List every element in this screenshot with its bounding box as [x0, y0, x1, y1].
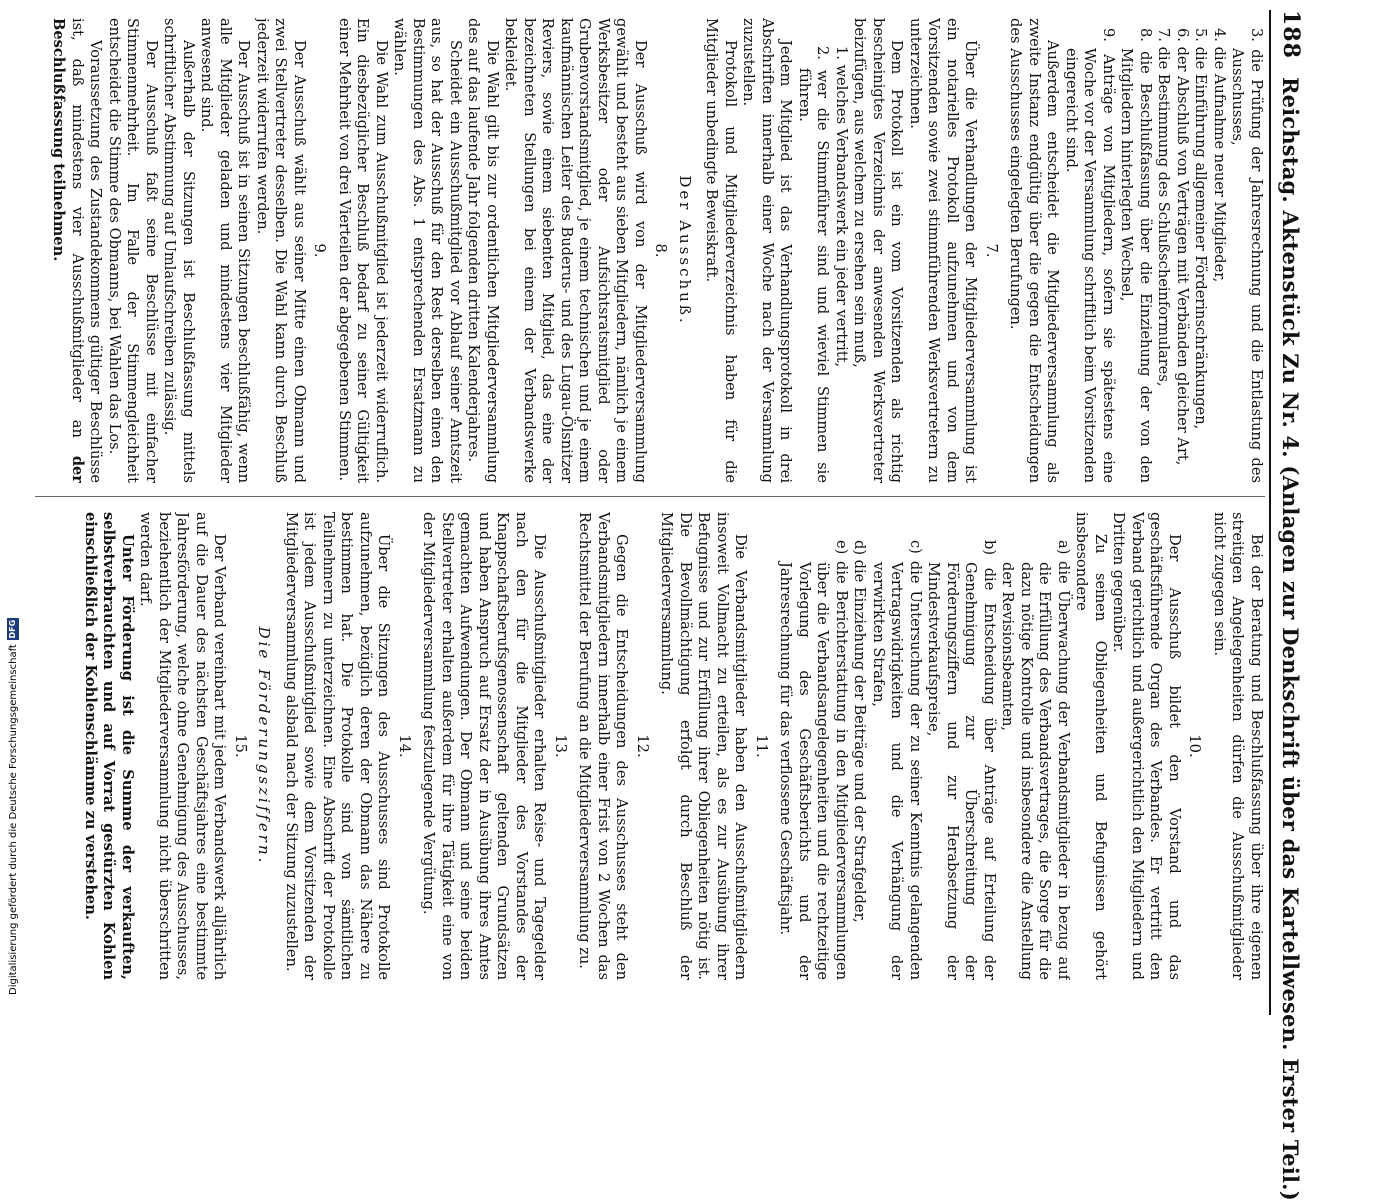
list-item: 2. wer die Stimmführer sind und wieviel Stimmen sie führen.	[796, 46, 832, 483]
paragraph: Der Ausschuß bildet den Vorstand und das geschäftsführende Organ des Verbandes. Er vertritt den Verband gerichtlich und außergerichtlich den Mitgliedern und Dritten gegenüber.	[1110, 512, 1183, 980]
paragraph	[49, 18, 105, 483]
paragraph: Der Ausschuß wird von der Mitgliederversammlung gewählt und besteht aus sieben Mitgliedern, nämlich je einem Werksbesitzer oder Aufsichtsratsmitglied oder Grubenvorstandsmitglied, je einem technischen und je einem kaufmännischen Leiter des Buderus- und des Lugau-Ölsnitzer Reviers, sowie einem siebenten Mitglied, das eine der bezeichneten Stellungen bei einem der Verbandswerke bekleidet.	[502, 18, 649, 483]
paragraph: Jedem Mitglied ist das Verhandlungsprotokoll in drei Abschriften innerhalb einer Woche nach der Versammlung zuzustellen.	[740, 18, 795, 483]
section-number: 9.	[311, 243, 329, 258]
list-item: 1. welches Verbandswerk ein jeder vertritt,	[833, 46, 850, 368]
section-number: 14.	[396, 734, 413, 758]
section-heading: Der Ausschuß.	[676, 175, 694, 326]
list-item: d) die Einziehung der Beiträge und der Strafgelder,	[851, 540, 869, 923]
section-number: 8.	[652, 243, 670, 258]
section-number: 7.	[983, 243, 1000, 258]
paragraph-text: Voraussetzung des Zustandekommens gültiger Beschlüsse ist, daß mindestens vier Ausschußmitglieder an	[69, 18, 105, 483]
list-item: 9. Anträge von Mitgliedern, sofern sie spätestens eine Woche vor der Versammlung schriftlich beim Vorsitzenden eingereicht sind.	[1063, 28, 1117, 483]
paragraph: Außerdem entscheidet die Mitgliederversammlung als zweite Instanz endgültig über die gegen die Entscheidungen des Ausschusses eingelegten Berufungen.	[1007, 18, 1062, 483]
paragraph: Der Ausschuß ist in seinen Sitzungen beschlußfähig, wenn alle Mitglieder geladen und mindestens vier Mitglieder anwesend sind.	[198, 18, 253, 483]
paragraph-text-bold: der Beschlußfassung teilnehmen.	[50, 18, 86, 483]
paragraph: Die Wahl gilt bis zur ordentlichen Mitgliederversammlung des auf das laufende Jahr folgenden dritten Kalenderjahres.	[465, 18, 501, 483]
list-item: a) die Überwachung der Verbandsmitglieder in bezug auf die Erfüllung des Verbandsvertrages, die Sorge für die dazu nötige Kontrolle und insbesondere die Anstellung der Revisionsbeamten,	[999, 540, 1072, 980]
section-number: 15.	[232, 734, 249, 758]
page-number: 188	[1278, 10, 1304, 59]
paragraph: Unter Förderung ist die Summe der verkauften, selbstverbrauchten und auf Vorrat gestürzten Kohlen einschließlich der Kohlenschlämme zu verstehen.	[82, 512, 136, 980]
paragraph: Der Verband vereinbart mit jedem Verbandswerk alljährlich auf die Dauer des nächsten Geschäftsjahres eine bestimmte Jahresförderung, welche ohne Genehmigung des Ausschusses, beziehentlich der Mitgliederversammlung nicht überschritten werden darf.	[137, 512, 229, 980]
paragraph: Bei der Beratung und Beschlußfassung über ihre eigenen streitigen Angelegenheiten dürfen die Ausschußmitglieder nicht zugegen sein.	[1211, 512, 1265, 980]
paragraph: Dem Protokoll ist ein vom Vorsitzenden als richtig bescheinigtes Verzeichnis der anwesenden Werksvertreter beizufügen, aus welchem zu ersehen sein muß,	[851, 18, 906, 483]
right-column	[5, 512, 1265, 980]
paragraph: Protokoll und Mitgliederverzeichnis haben für die Mitglieder unbedingte Beweiskraft.	[703, 18, 739, 483]
paragraph: Die Verbandsmitglieder haben den Ausschußmitgliedern insoweit Vollmacht zu erteilen, als es zur Ausübung ihrer Befugnisse und zur Erfüllung ihrer Obliegenheiten nötig ist. Die Bevollmächtigung erfolgt durch Beschluß der Mitgliederversammlung.	[658, 512, 750, 980]
section-number: 11.	[753, 734, 770, 758]
running-title: Reichstag. Aktenstück Zu Nr. 4. (Anlagen zur Denkschrift über das Kartellwesen. Erster Teil.)	[1278, 76, 1304, 1201]
list-item: 3. die Prüfung der Jahresrechnung und die Entlastung des Ausschusses,	[1229, 28, 1265, 483]
list-item: b) die Entscheidung über Anträge auf Erteilung der Genehmigung zur Überschreitung der Förderungsziffern und zur Herabsetzung der Mindestverkaufspreise,	[925, 540, 998, 980]
list-item: 7. die Bestimmung des Schlußscheinformulares,	[1155, 28, 1173, 387]
paragraph: Der Ausschuß wählt aus seiner Mitte einen Obmann und zwei Stellvertreter desselben. Die Wahl kann durch Beschluß jederzeit widerrufen werden.	[254, 18, 308, 483]
list-item: 5. die Einführung allgemeiner Förderinschränkungen,	[1192, 28, 1210, 430]
paragraph: Scheidet ein Ausschußmitglied vor Ablauf seiner Amtszeit aus, so hat der Ausschuß für den Rest derselben einen den Bestimmungen des Abs. 1 entsprechenden Ersatzmann zu wählen.	[391, 18, 464, 483]
paragraph: Über die Sitzungen des Ausschusses sind Protokolle aufzunehmen, bezüglich deren der Obmann das Nähere zu bestimmen hat. Die Protokolle sind von sämtlichen Teilnehmern zu unterzeichnen. Eine Abschrift der Protokolle ist jedem Ausschußmitglied sowie dem Vorsitzenden der Mitgliederversammlung alsbald nach der Sitzung zuzustellen.	[283, 512, 393, 980]
paragraph: Zu seinen Obliegenheiten und Befugnissen gehört insbesondere	[1073, 512, 1109, 980]
list-item: c) die Untersuchung der zu seiner Kenntnis gelangenden Vertragswidrigkeiten und die Verhängung der verwirkten Strafen,	[870, 540, 924, 980]
list-item: 4. die Aufnahme neuer Mitglieder,	[1211, 28, 1228, 283]
paragraph: Die Wahl zum Ausschußmitglied ist jederzeit widerruflich. Ein diesbezüglicher Beschluß bedarf zu seiner Gültigkeit einer Mehrheit von drei Vierteilen der abgegebenen Stimmen.	[336, 18, 390, 483]
section-number: 12.	[634, 734, 651, 758]
column-divider	[35, 496, 1265, 497]
digitization-credit	[6, 609, 20, 995]
section-number: 13.	[552, 734, 569, 758]
left-column	[5, 18, 1265, 483]
paragraph: Über die Verhandlungen der Mitgliederversammlung ist ein notarielles Protokoll aufzunehmen und von dem Vorsitzenden sowie zwei stimmführenden Werksvertretern zu unterzeichnen.	[907, 18, 980, 483]
paragraph: Gegen die Entscheidungen des Ausschusses steht den Verbandsmitgliedern innerhalb einer Frist von 2 Wochen das Rechtsmittel der Berufung an die Mitgliederversammlung zu.	[576, 512, 631, 980]
page-header	[1269, 10, 1311, 1201]
list-item: 6. der Abschluß von Verträgen mit Verbänden gleicher Art,	[1174, 28, 1191, 466]
dfg-logo: DFG	[8, 619, 17, 639]
paragraph: Der Ausschuß faßt seine Beschlüsse mit einfacher Stimmenmehrheit. Im Falle der Stimmengleichheit entscheidet die Stimme des Obmanns, bei Wahlen das Los.	[106, 18, 160, 483]
paragraph: Die Ausschußmitglieder erhalten Reise- und Tagegelder nach den für die Mitglieder des Vorstandes der Knappschaftsberufsgenossenschaft geltenden Grundsätzen und haben Anspruch auf Ersatz der in Ausübung ihres Amtes gemachten Aufwendungen. Der Obmann und seine beiden Stellvertreter erhalten außerdem für ihre Tätigkeit eine von der Mitgliederversammlung festzulegende Vergütung.	[420, 512, 549, 980]
list-item: 8. die Beschlußfassung über die Einziehung der von den Mitgliedern hinterlegten Wechsel,	[1118, 28, 1154, 483]
section-number: 10.	[1186, 734, 1204, 758]
list-item: e) die Berichterstattung in den Mitgliederversammlungen über die Verbandsangelegenheiten und die rechtzeitige Vorlegung des Geschäftsberichts und der Jahresrechnung für das verflossene Geschäftsjahr.	[777, 540, 850, 980]
section-heading: Die Förderungsziffern.	[255, 626, 274, 866]
credit-text: Digitalisierung gefördert durch die Deutsche Forschungsgemeinschaft	[7, 644, 19, 995]
paragraph: Außerhalb der Sitzungen ist Beschlußfassung mittels schriftlicher Abstimmung auf Umlaufschreiben zulässig.	[161, 18, 197, 483]
